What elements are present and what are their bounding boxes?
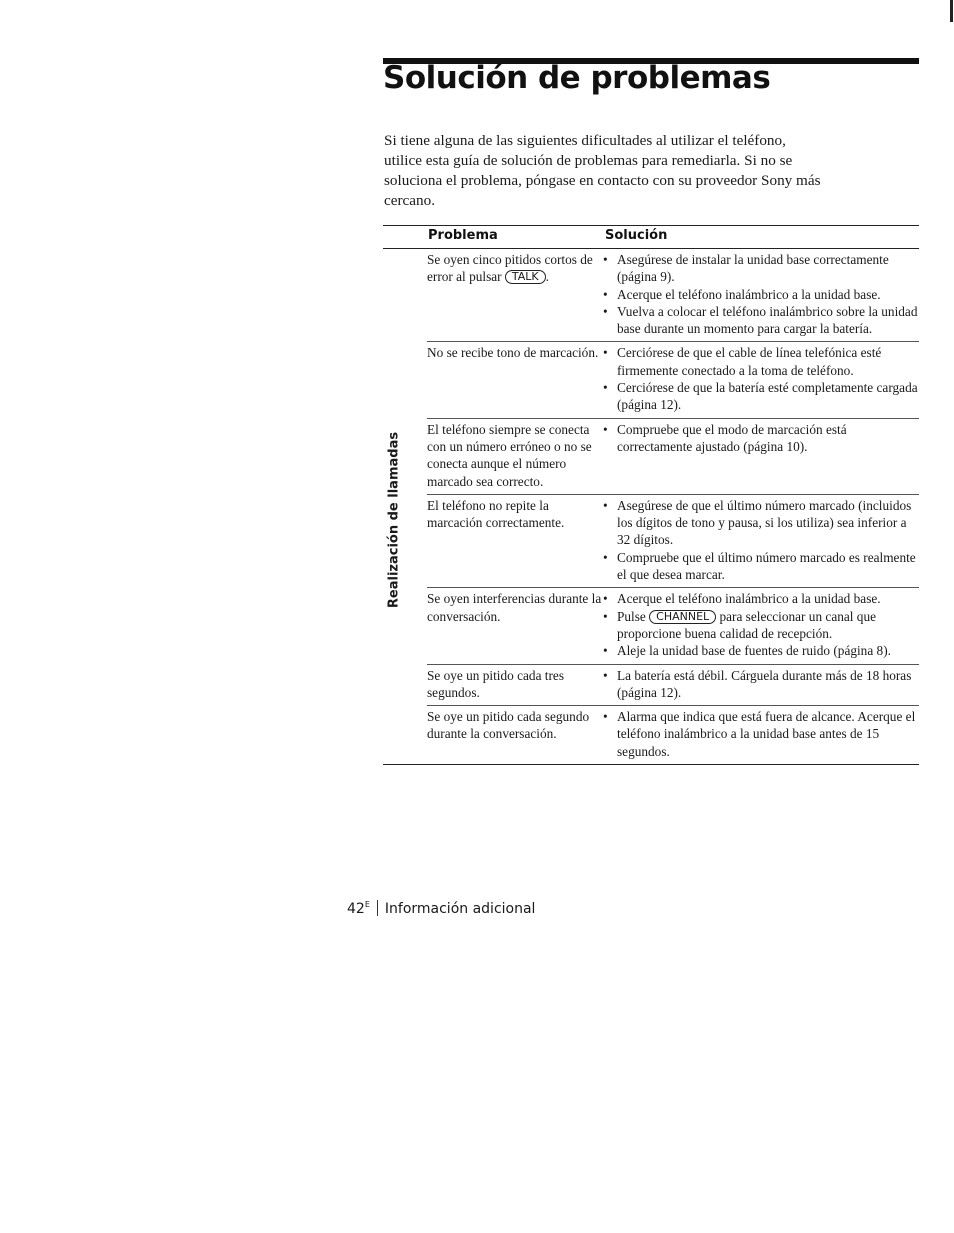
solution-cell bbox=[603, 590, 919, 659]
solution-item bbox=[603, 549, 919, 584]
column-header-problem: Problema bbox=[428, 228, 498, 243]
solution-item bbox=[603, 590, 919, 607]
bullet-icon: • bbox=[603, 667, 608, 683]
page-title: Solución de problemas bbox=[383, 60, 771, 96]
table-row-content bbox=[427, 421, 919, 490]
table-row bbox=[427, 249, 919, 342]
solution-cell bbox=[603, 708, 919, 760]
text-part: Se oyen cinco pitidos cortos de error al pulsar bbox=[427, 252, 593, 285]
solution-text: Asegúrese de que el último número marcado (incluidos los dígitos de tono y pausa, si los utiliza) sea inferior a 32 dígitos. bbox=[617, 497, 912, 548]
bullet-icon: • bbox=[603, 345, 608, 361]
solution-cell bbox=[603, 251, 919, 337]
troubleshooting-table bbox=[383, 225, 919, 765]
table-row-content bbox=[427, 497, 919, 583]
table-row-content bbox=[427, 708, 919, 760]
solution-text: Cerciórese de que la batería esté completamente cargada (página 12). bbox=[617, 380, 918, 413]
solution-item bbox=[603, 708, 919, 760]
page-footer bbox=[347, 900, 535, 917]
bullet-icon: • bbox=[603, 421, 608, 437]
bullet-icon: • bbox=[603, 380, 608, 396]
solution-text: Compruebe que el último número marcado es realmente el que desea marcar. bbox=[617, 549, 916, 583]
solution-item bbox=[603, 667, 919, 702]
solution-cell bbox=[603, 421, 919, 490]
problem-cell bbox=[427, 251, 603, 337]
solution-text: Acerque el teléfono inalámbrico a la unidad base. bbox=[617, 591, 881, 607]
bullet-icon: • bbox=[603, 252, 608, 267]
solution-item bbox=[603, 642, 919, 659]
solution-text bbox=[617, 609, 876, 641]
table-row bbox=[427, 495, 919, 588]
table-header bbox=[383, 226, 919, 249]
table-row-content bbox=[427, 590, 919, 659]
problem-cell: Se oyen interferencias durante la conversación. bbox=[427, 591, 602, 624]
text-part: para seleccionar un canal que proporcione buena calidad de recepción. bbox=[617, 608, 876, 641]
solution-text: Alarma que indica que está fuera de alcance. Acerque el teléfono inalámbrico a la unidad base antes de 15 segundos. bbox=[617, 709, 916, 759]
bullet-icon: • bbox=[603, 608, 608, 624]
page-edge-mark bbox=[950, 0, 953, 22]
table-row-content bbox=[427, 251, 919, 337]
solution-text: La batería está débil. Cárguela durante más de 18 horas (página 12). bbox=[617, 667, 912, 700]
problem-cell: No se recibe tono de marcación. bbox=[427, 345, 599, 361]
intro-paragraph: Si tiene alguna de las siguientes dificultades al utilizar el teléfono, utilice esta guía de solución de problemas para remediarla. Si no se soluciona el problema, póngase en contacto con su proveedor Sony más cercano. bbox=[384, 132, 821, 209]
bullet-icon: • bbox=[603, 549, 608, 565]
bullet-icon: • bbox=[603, 709, 608, 725]
table-row bbox=[427, 419, 919, 495]
solution-item bbox=[603, 303, 919, 338]
page-number-suffix: E bbox=[364, 900, 370, 909]
footer-separator bbox=[377, 900, 378, 916]
solution-text: Vuelva a colocar el teléfono inalámbrico sobre la unidad base durante un momento para cargar la batería. bbox=[617, 303, 918, 337]
solution-item bbox=[603, 608, 919, 643]
bullet-icon: • bbox=[603, 497, 608, 513]
problem-cell: Se oye un pitido cada segundo durante la conversación. bbox=[427, 709, 590, 742]
column-header-solution: Solución bbox=[605, 228, 668, 243]
solution-item bbox=[603, 286, 919, 303]
section-side-label-text: Realización de llamadas bbox=[386, 431, 402, 609]
table-row bbox=[427, 588, 919, 664]
solution-text: Aleje la unidad base de fuentes de ruido (página 8). bbox=[617, 643, 891, 659]
bullet-icon: • bbox=[603, 591, 608, 607]
table-row bbox=[427, 665, 919, 707]
footer-section-title: Información adicional bbox=[384, 901, 536, 917]
solution-cell bbox=[603, 497, 919, 583]
solution-cell bbox=[603, 344, 919, 413]
key-label: CHANNEL bbox=[649, 610, 716, 624]
solution-item bbox=[603, 497, 919, 549]
solution-text: Acerque el teléfono inalámbrico a la unidad base. bbox=[617, 286, 881, 302]
table-row-content bbox=[427, 667, 919, 702]
solution-item bbox=[603, 251, 919, 286]
solution-text: Cerciórese de que el cable de línea telefónica esté firmemente conectado a la toma de teléfono. bbox=[617, 345, 882, 378]
solution-item bbox=[603, 344, 919, 379]
key-label: TALK bbox=[505, 270, 546, 284]
table-row bbox=[427, 706, 919, 764]
bullet-icon: • bbox=[603, 643, 608, 659]
table-row bbox=[427, 342, 919, 418]
table-body bbox=[383, 249, 919, 764]
problem-cell: Se oye un pitido cada tres segundos. bbox=[427, 667, 564, 700]
bullet-icon: • bbox=[603, 286, 608, 302]
solution-text: Compruebe que el modo de marcación está correctamente ajustado (página 10). bbox=[617, 421, 847, 454]
solution-item bbox=[603, 421, 919, 456]
problem-cell: El teléfono no repite la marcación correctamente. bbox=[427, 497, 565, 531]
page-number bbox=[347, 901, 370, 917]
solution-text: Asegúrese de instalar la unidad base correctamente (página 9). bbox=[617, 252, 889, 285]
table-row-content bbox=[427, 344, 919, 413]
solution-item bbox=[603, 379, 919, 414]
bullet-icon: • bbox=[603, 303, 608, 319]
text-part: Pulse bbox=[617, 608, 650, 624]
problem-cell: El teléfono siempre se conecta con un número erróneo o no se conecta aunque el número marcado sea correcto. bbox=[427, 421, 592, 489]
text-part: . bbox=[545, 269, 549, 285]
page-number-value: 42 bbox=[347, 901, 365, 917]
solution-cell bbox=[603, 667, 919, 702]
